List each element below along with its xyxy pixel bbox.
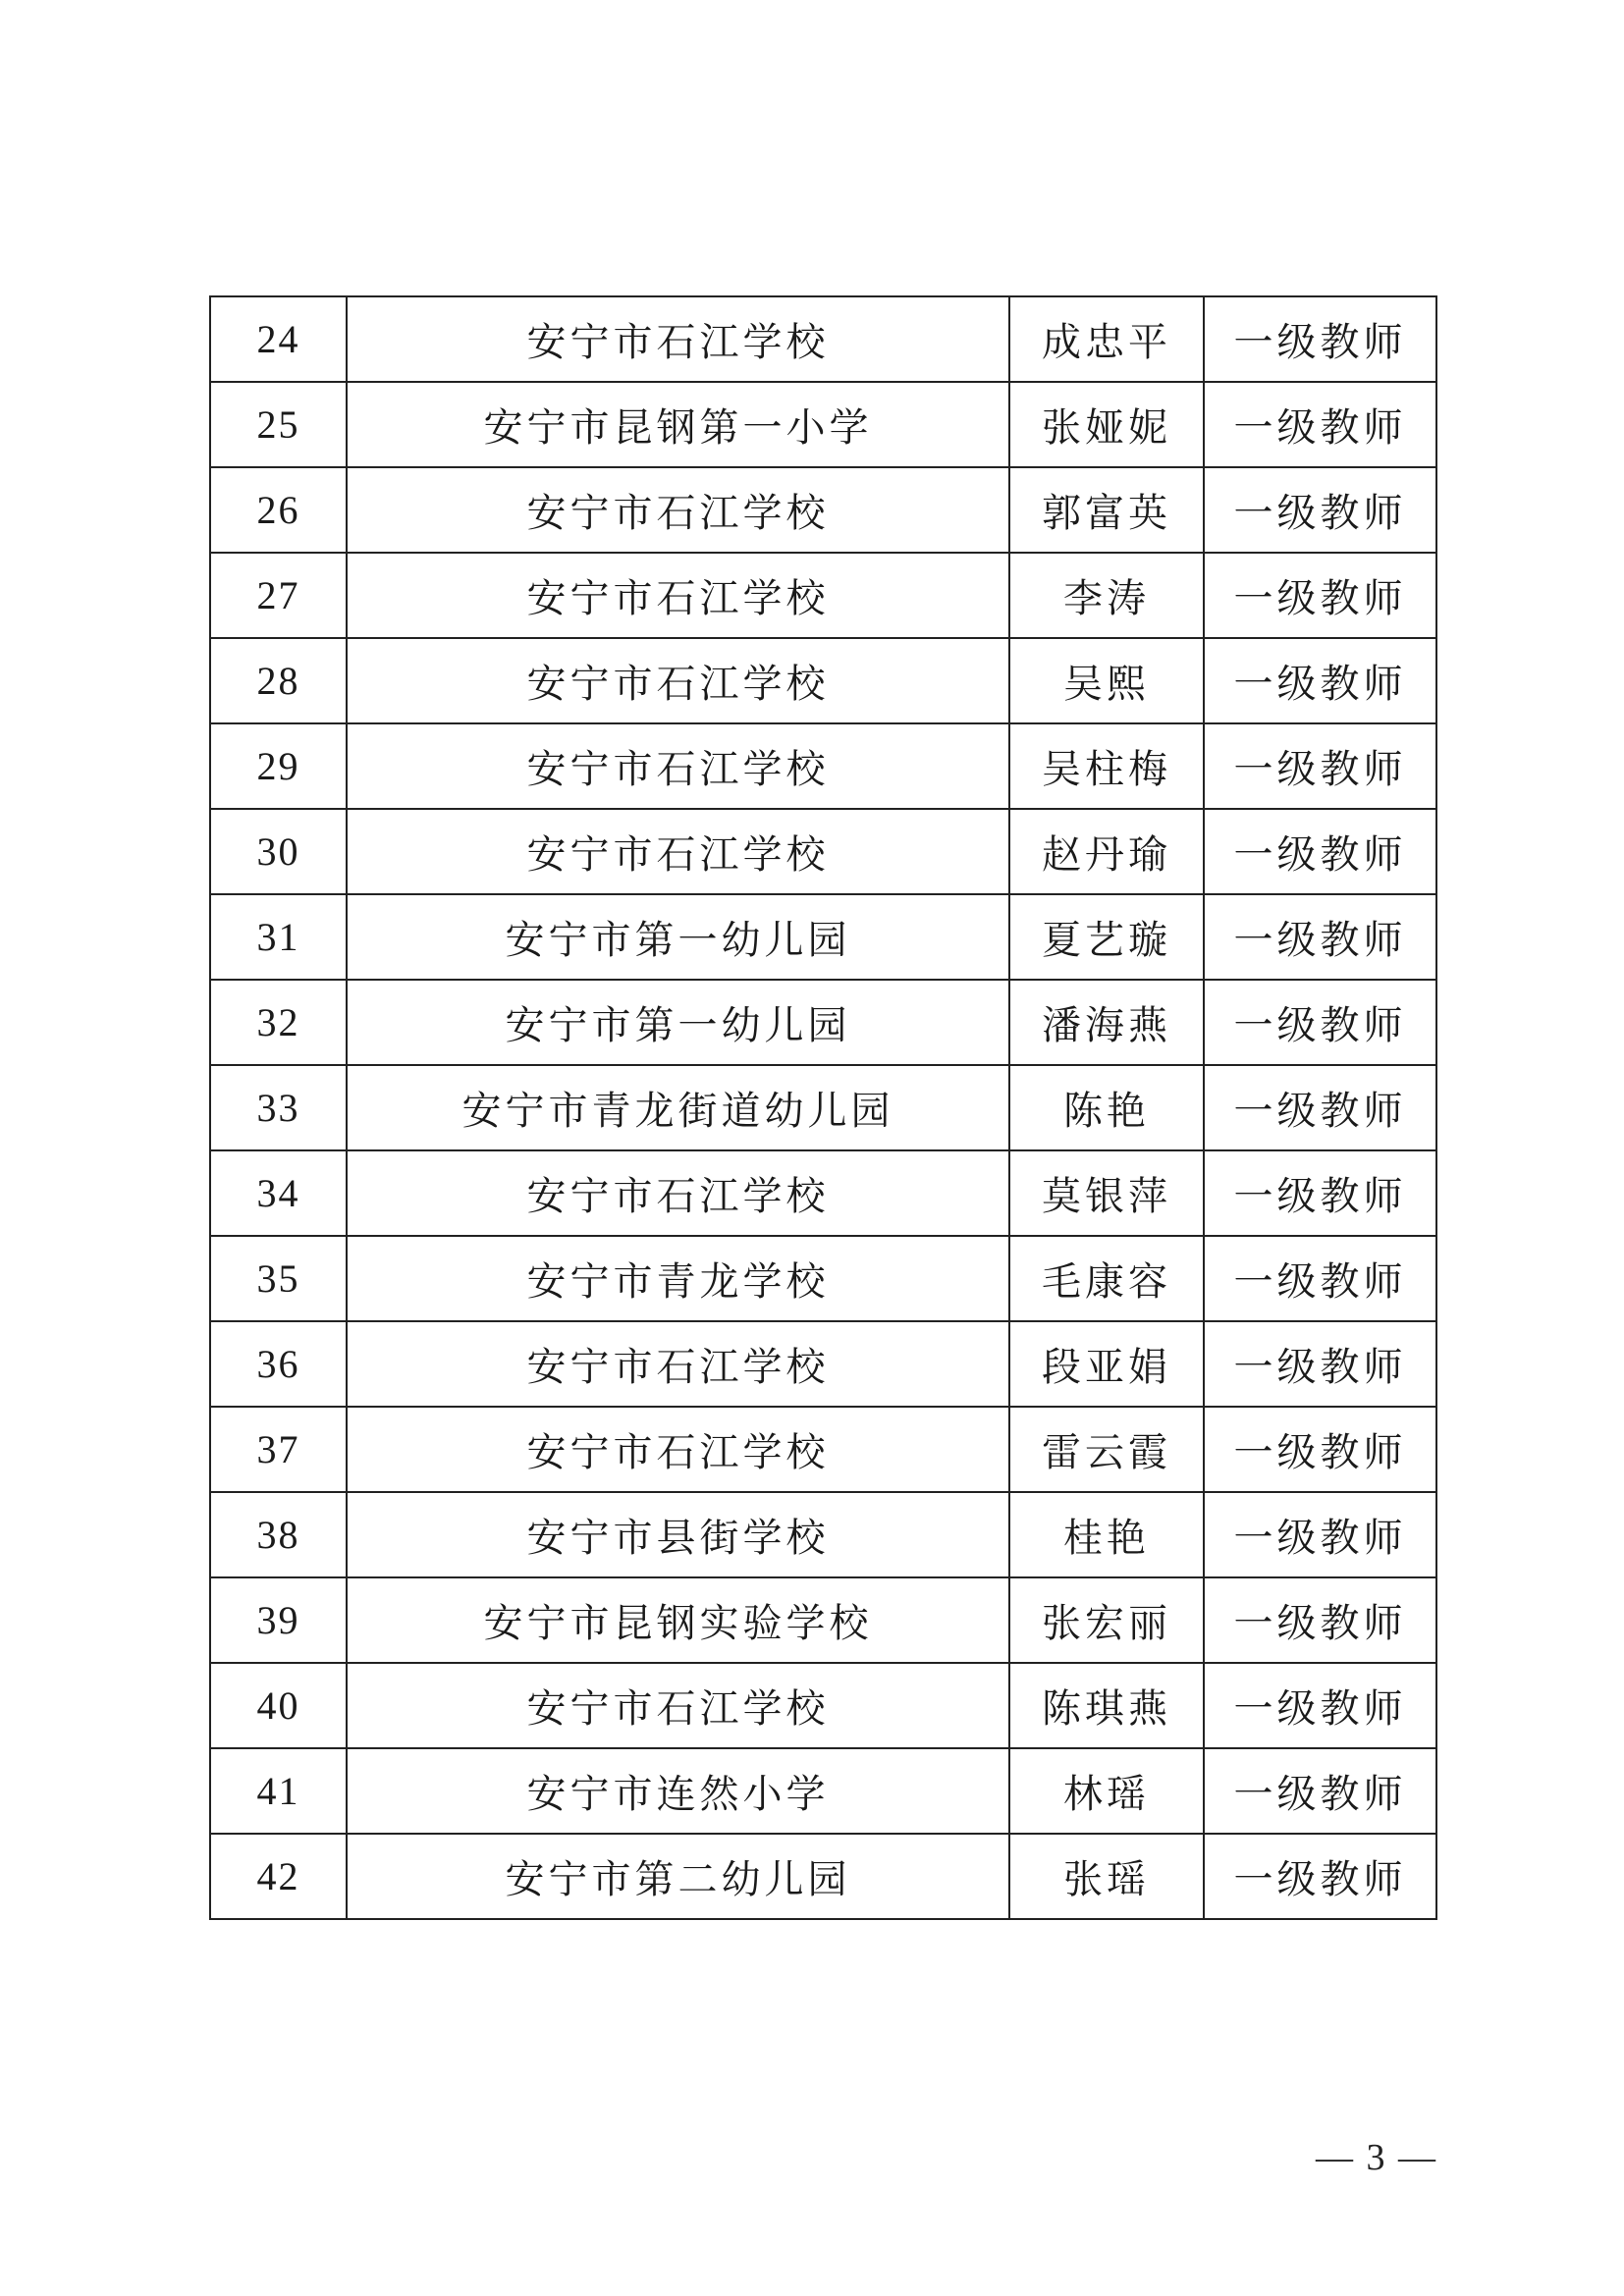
school-name-cell: 安宁市石江学校 — [347, 809, 1009, 894]
table-row — [210, 1065, 1436, 1150]
page-number: — 3 — — [1316, 2137, 1437, 2178]
teacher-name-cell: 李涛 — [1009, 553, 1204, 638]
teacher-title-cell: 一级教师 — [1204, 1236, 1436, 1321]
teacher-title-cell: 一级教师 — [1204, 382, 1436, 467]
table-row — [210, 980, 1436, 1065]
table-row — [210, 553, 1436, 638]
teacher-name-cell: 段亚娟 — [1009, 1321, 1204, 1407]
school-name-cell: 安宁市青龙学校 — [347, 1236, 1009, 1321]
school-name-cell: 安宁市昆钢第一小学 — [347, 382, 1009, 467]
row-number-cell: 28 — [210, 638, 347, 723]
teacher-name-cell: 吴熙 — [1009, 638, 1204, 723]
teacher-name-cell: 雷云霞 — [1009, 1407, 1204, 1492]
row-number-cell: 24 — [210, 296, 347, 382]
school-name-cell: 安宁市昆钢实验学校 — [347, 1577, 1009, 1663]
teacher-name-cell: 赵丹瑜 — [1009, 809, 1204, 894]
row-number-cell: 37 — [210, 1407, 347, 1492]
school-name-cell: 安宁市石江学校 — [347, 1407, 1009, 1492]
table-row — [210, 1236, 1436, 1321]
row-number-cell: 27 — [210, 553, 347, 638]
table-row — [210, 1748, 1436, 1834]
school-name-cell: 安宁市连然小学 — [347, 1748, 1009, 1834]
teacher-name-cell: 张娅妮 — [1009, 382, 1204, 467]
teacher-name-cell: 吴柱梅 — [1009, 723, 1204, 809]
teacher-name-cell: 张宏丽 — [1009, 1577, 1204, 1663]
teacher-name-cell: 毛康容 — [1009, 1236, 1204, 1321]
teacher-name-cell: 成忠平 — [1009, 296, 1204, 382]
row-number-cell: 25 — [210, 382, 347, 467]
school-name-cell: 安宁市石江学校 — [347, 1663, 1009, 1748]
row-number-cell: 32 — [210, 980, 347, 1065]
teacher-name-cell: 陈艳 — [1009, 1065, 1204, 1150]
school-name-cell: 安宁市石江学校 — [347, 1150, 1009, 1236]
teacher-title-cell: 一级教师 — [1204, 296, 1436, 382]
row-number-cell: 30 — [210, 809, 347, 894]
teacher-title-cell: 一级教师 — [1204, 553, 1436, 638]
teacher-title-cell: 一级教师 — [1204, 1065, 1436, 1150]
row-number-cell: 33 — [210, 1065, 347, 1150]
teacher-title-cell: 一级教师 — [1204, 1492, 1436, 1577]
school-name-cell: 安宁市第一幼儿园 — [347, 980, 1009, 1065]
teacher-title-cell: 一级教师 — [1204, 809, 1436, 894]
teacher-title-cell: 一级教师 — [1204, 1663, 1436, 1748]
teacher-title-cell: 一级教师 — [1204, 1321, 1436, 1407]
table-row — [210, 1150, 1436, 1236]
teacher-title-cell: 一级教师 — [1204, 638, 1436, 723]
teacher-name-cell: 潘海燕 — [1009, 980, 1204, 1065]
school-name-cell: 安宁市青龙街道幼儿园 — [347, 1065, 1009, 1150]
row-number-cell: 35 — [210, 1236, 347, 1321]
table-row — [210, 723, 1436, 809]
teacher-title-cell: 一级教师 — [1204, 1150, 1436, 1236]
school-name-cell: 安宁市石江学校 — [347, 553, 1009, 638]
row-number-cell: 38 — [210, 1492, 347, 1577]
school-name-cell: 安宁市县街学校 — [347, 1492, 1009, 1577]
school-name-cell: 安宁市第二幼儿园 — [347, 1834, 1009, 1919]
teacher-roster-table — [209, 295, 1437, 1920]
row-number-cell: 39 — [210, 1577, 347, 1663]
row-number-cell: 36 — [210, 1321, 347, 1407]
table-row — [210, 638, 1436, 723]
row-number-cell: 34 — [210, 1150, 347, 1236]
teacher-title-cell: 一级教师 — [1204, 1407, 1436, 1492]
table-row — [210, 296, 1436, 382]
table-body — [210, 296, 1436, 1919]
table-row — [210, 1321, 1436, 1407]
school-name-cell: 安宁市第一幼儿园 — [347, 894, 1009, 980]
table-row — [210, 1492, 1436, 1577]
teacher-title-cell: 一级教师 — [1204, 1577, 1436, 1663]
table-row — [210, 1577, 1436, 1663]
row-number-cell: 31 — [210, 894, 347, 980]
table-row — [210, 382, 1436, 467]
school-name-cell: 安宁市石江学校 — [347, 296, 1009, 382]
table-row — [210, 1407, 1436, 1492]
teacher-name-cell: 桂艳 — [1009, 1492, 1204, 1577]
teacher-name-cell: 夏艺璇 — [1009, 894, 1204, 980]
school-name-cell: 安宁市石江学校 — [347, 638, 1009, 723]
school-name-cell: 安宁市石江学校 — [347, 723, 1009, 809]
teacher-name-cell: 陈琪燕 — [1009, 1663, 1204, 1748]
teacher-title-cell: 一级教师 — [1204, 1834, 1436, 1919]
teacher-title-cell: 一级教师 — [1204, 467, 1436, 553]
row-number-cell: 40 — [210, 1663, 347, 1748]
teacher-name-cell: 莫银萍 — [1009, 1150, 1204, 1236]
table-row — [210, 467, 1436, 553]
teacher-name-cell: 张瑶 — [1009, 1834, 1204, 1919]
row-number-cell: 29 — [210, 723, 347, 809]
row-number-cell: 41 — [210, 1748, 347, 1834]
table-row — [210, 1834, 1436, 1919]
teacher-name-cell: 郭富英 — [1009, 467, 1204, 553]
table-row — [210, 809, 1436, 894]
teacher-name-cell: 林瑶 — [1009, 1748, 1204, 1834]
table-row — [210, 894, 1436, 980]
table-row — [210, 1663, 1436, 1748]
teacher-title-cell: 一级教师 — [1204, 723, 1436, 809]
teacher-title-cell: 一级教师 — [1204, 1748, 1436, 1834]
school-name-cell: 安宁市石江学校 — [347, 1321, 1009, 1407]
school-name-cell: 安宁市石江学校 — [347, 467, 1009, 553]
row-number-cell: 42 — [210, 1834, 347, 1919]
teacher-title-cell: 一级教师 — [1204, 894, 1436, 980]
row-number-cell: 26 — [210, 467, 347, 553]
teacher-title-cell: 一级教师 — [1204, 980, 1436, 1065]
